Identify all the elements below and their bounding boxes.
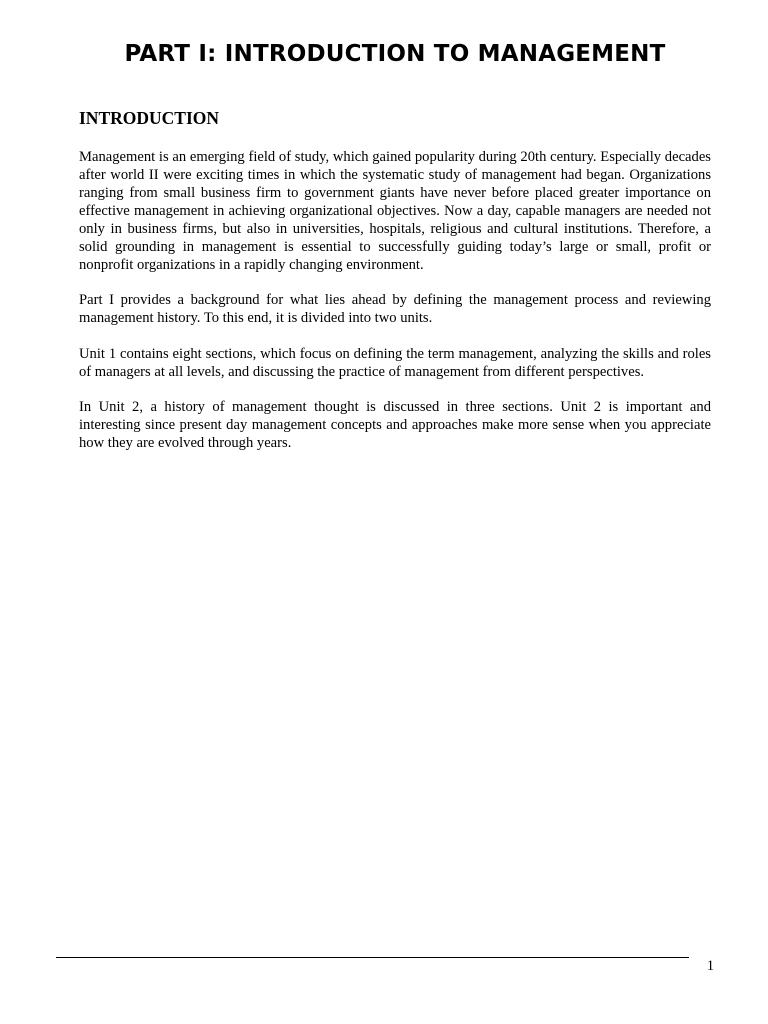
paragraph-4: In Unit 2, a history of management thought is discussed in three sections. Unit 2 is important and interesting since present day management concepts and approaches make more sense when you appreciate how they are evolved through years. (79, 399, 711, 451)
page-number: 1 (706, 958, 714, 974)
paragraph-1: Management is an emerging field of study, which gained popularity during 20th century. Especially decades after world II were exciting times in which the systematic study of management had began. Organizations ranging from small business firm to government giants have never before placed greater importance on effective management in achieving organizational objectives. Now a day, capable managers are needed not only in business firms, but also in universities, hospitals, religious and cultural institutions. Therefore, a solid grounding in management is essential to successfully guiding today’s large or small, profit or nonprofit organizations in a rapidly changing environment. (79, 149, 711, 273)
page-title: PART I: INTRODUCTION TO MANAGEMENT (124, 41, 666, 67)
paragraph-2: Part I provides a background for what lies ahead by defining the management process and reviewing management history. To this end, it is divided into two units. (79, 292, 711, 326)
paragraph-3: Unit 1 contains eight sections, which focus on defining the term management, analyzing the skills and roles of managers at all levels, and discussing the practice of management from different perspectives. (79, 346, 711, 380)
footer-divider (56, 957, 689, 958)
section-heading: INTRODUCTION (79, 108, 220, 128)
